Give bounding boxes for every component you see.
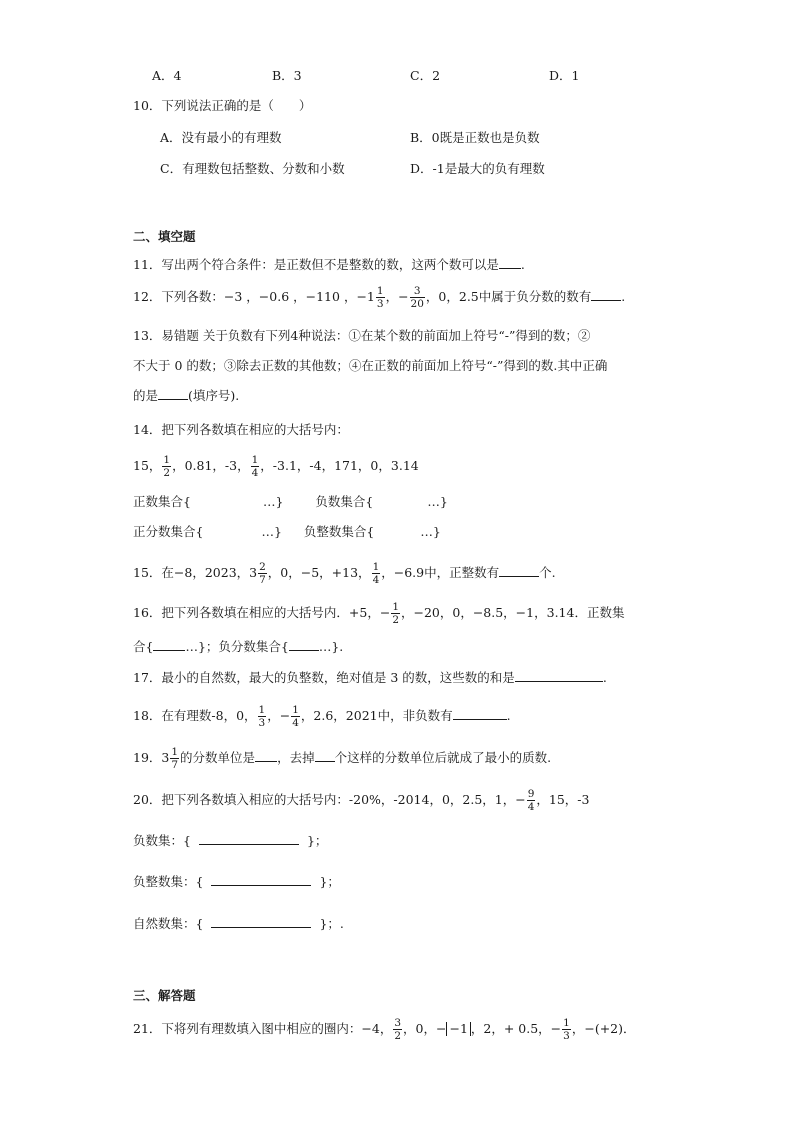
q15-text: 15．在−8，2023，3 — [133, 565, 258, 580]
q14-stem: 14．把下列各数填在相应的大括号内： — [133, 422, 349, 437]
q18-text: 18．在有理数-8，0， — [133, 708, 257, 723]
q20-natural-set — [133, 914, 344, 934]
q11-text: 11．写出两个符合条件：是正数但不是整数的数，这两个数可以是 — [133, 257, 499, 272]
fraction: $\frac{1}{4}$ — [372, 561, 380, 586]
q13-line-1: 13．易错题 关于负数有下列4种说法：①在某个数的前面加上符号“-”得到的数；② — [133, 328, 591, 343]
q14-sets-row-1 — [133, 492, 448, 512]
answer-blank — [499, 564, 539, 577]
q14-num-text: 15， — [133, 458, 162, 473]
question-18: 18．在有理数-8，0， $\frac{1}{3}$ ，− $\frac{1}{4}$ ，2.6，2021中，非负数有 . — [133, 704, 511, 729]
q10-option-a: A．没有最小的有理数 — [160, 130, 282, 145]
q16-text: …}；负分数集合{ — [185, 639, 289, 654]
q17-text: 17．最小的自然数，最大的负整数，绝对值是 3 的数，这些数的和是 — [133, 670, 515, 685]
positive-set-label: 正数集合{ — [133, 494, 191, 509]
set-close: …} — [261, 524, 282, 539]
q16-text: 16．把下列各数填在相应的大括号内．+5，− — [133, 605, 391, 620]
question-11: 11．写出两个符合条件：是正数但不是整数的数，这两个数可以是 . — [133, 257, 525, 272]
fraction: $\frac{2}{7}$ — [259, 561, 266, 586]
set-close: }； — [306, 833, 328, 848]
answer-blank — [199, 832, 299, 845]
fraction: $\frac{9}{4}$ — [527, 788, 535, 813]
q19-text: 19．3 — [133, 750, 170, 765]
q20-negative-integer-set — [133, 872, 340, 892]
q16-line-1 — [133, 601, 624, 626]
q16-line-2 — [133, 637, 343, 657]
set-close: }； — [319, 874, 340, 889]
set-label: 自然数集：{ — [133, 916, 204, 931]
fraction: $\frac{1}{4}$ — [251, 454, 259, 479]
q9-option-b: B．3 — [272, 68, 302, 83]
question-21 — [133, 1017, 636, 1042]
answer-blank — [315, 749, 335, 762]
fraction: $\frac{3}{2}$ — [394, 1017, 402, 1042]
answer-blank — [453, 707, 507, 720]
fraction: $\frac{1}{7}$ — [171, 746, 179, 771]
q21-text: ，−(+2)． — [571, 1021, 636, 1036]
q14-num-text: ，-3.1，-4，171，0，3.14 — [260, 458, 419, 473]
q19-text: ，去掉 — [277, 750, 315, 765]
set-close: …} — [427, 494, 448, 509]
section-fill-in-title: 二、填空题 — [133, 229, 196, 244]
q16-text: …}. — [318, 639, 344, 654]
question-12: 12．下列各数：−3 ，−0.6 ，−110 ，−1 $\frac{1}{3}$ ，− $\frac{3}{20}$ ，0，2.5中属于负分数的数有 . — [133, 285, 626, 310]
set-close: …} — [420, 524, 441, 539]
q14-sets-row-2 — [133, 522, 441, 542]
q14-num-text: ，0.81，-3， — [172, 458, 250, 473]
set-close: …} — [262, 494, 284, 509]
fraction: $\frac{1}{2}$ — [392, 601, 399, 626]
q16-text: ，−20，0，−8.5，−1，3.14．正数集 — [401, 605, 625, 620]
q9-option-a: A．4 — [152, 68, 182, 83]
answer-blank — [499, 256, 521, 269]
q12-text-mid: ，0，2.5中属于负分数的数有 — [425, 289, 592, 304]
q10-option-d: D．-1是最大的负有理数 — [410, 161, 545, 176]
fraction: $\frac{1}{3}$ — [563, 1017, 570, 1042]
q13-line-3 — [133, 386, 239, 406]
q20-negative-set — [133, 831, 327, 851]
answer-blank — [591, 288, 621, 301]
answer-blank — [211, 915, 311, 928]
negative-set-label: 负数集合{ — [315, 494, 374, 509]
q14-numbers — [133, 454, 419, 479]
q12-text-pre: 12．下列各数：−3 ，−0.6 ，−110 ，−1 — [133, 289, 375, 304]
q13-text: (填序号). — [188, 388, 240, 403]
answer-blank — [158, 387, 188, 400]
set-label: 负数集：{ — [133, 833, 191, 848]
question-15 — [133, 561, 556, 586]
q16-text: 合{ — [133, 639, 154, 654]
q10-option-c: C．有理数包括整数、分数和小数 — [160, 161, 345, 176]
q19-text: 个这样的分数单位后就成了最小的质数. — [334, 750, 552, 765]
q18-text: ，2.6，2021中，非负数有 — [300, 708, 453, 723]
fraction: $\frac{1}{3}$ — [376, 285, 384, 310]
answer-blank — [255, 749, 277, 762]
q10-option-b: B．0既是正数也是负数 — [410, 130, 540, 145]
set-close: }；. — [319, 916, 344, 931]
positive-fraction-set-label: 正分数集合{ — [133, 524, 204, 539]
q9-option-c: C．2 — [410, 68, 441, 83]
q13-text: 的是 — [133, 388, 159, 403]
set-label: 负整数集：{ — [133, 874, 204, 889]
q19-text: 的分数单位是 — [180, 750, 256, 765]
q15-text: 个. — [539, 565, 556, 580]
q20-text: ，15，-3 — [536, 792, 590, 807]
section-answer-title: 三、解答题 — [133, 988, 196, 1003]
fraction: $\frac{1}{4}$ — [292, 704, 299, 729]
q15-text: ，0，−5，+13， — [267, 565, 371, 580]
q13-line-2: 不大于 0 的数；③除去正数的其他数；④在正数的前面加上符号“-”得到的数.其中正确 — [133, 358, 608, 373]
fraction: $\frac{1}{3}$ — [258, 704, 266, 729]
q9-option-d: D．1 — [549, 68, 580, 83]
answer-blank — [515, 669, 603, 682]
q21-text: ，2，+ 0.5，− — [470, 1021, 562, 1036]
fraction: $\frac{1}{2}$ — [163, 454, 171, 479]
q15-text: ，−6.9中，正整数有 — [381, 565, 500, 580]
answer-blank — [211, 873, 311, 886]
q21-text: 21．下将列有理数填入图中相应的圈内：−4， — [133, 1021, 393, 1036]
q20-text: 20．把下列各数填入相应的大括号内：-20%，-2014，0，2.5，1，− — [133, 792, 526, 807]
q10-stem: 10．下列说法正确的是（ ） — [133, 98, 312, 113]
question-19 — [133, 746, 551, 771]
absolute-value: −1 — [446, 1022, 470, 1036]
question-17: 17．最小的自然数，最大的负整数，绝对值是 3 的数，这些数的和是 . — [133, 670, 607, 685]
question-20 — [133, 788, 590, 813]
answer-blank — [289, 638, 319, 651]
negative-integer-set-label: 负整数集合{ — [303, 524, 375, 539]
q21-text: ，0，− — [403, 1021, 447, 1036]
answer-blank — [153, 638, 185, 651]
fraction: $\frac{3}{20}$ — [410, 285, 424, 310]
